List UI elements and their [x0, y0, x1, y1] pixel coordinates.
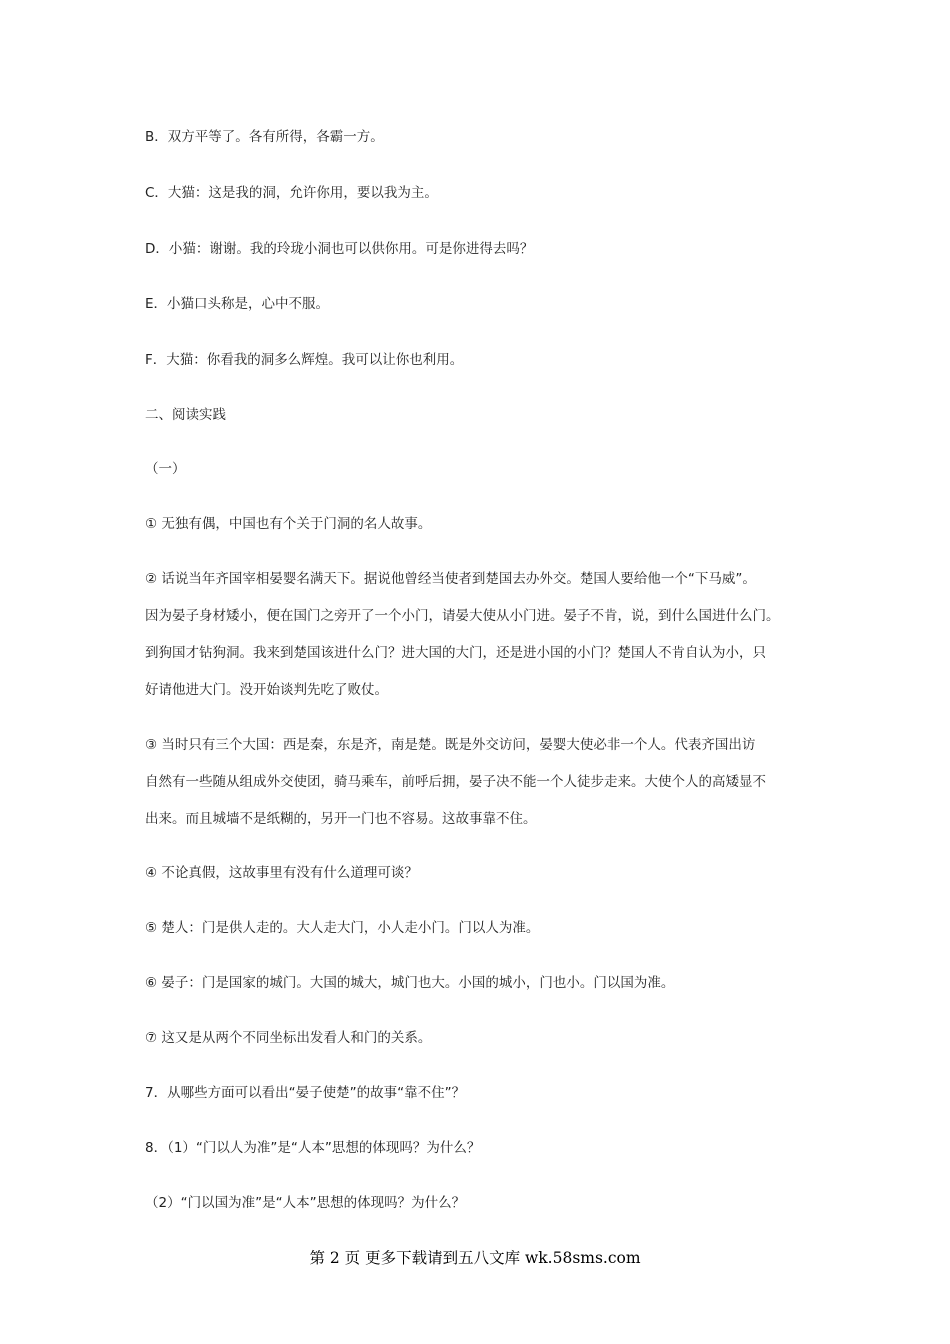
- paragraph-5: ⑤ 楚人：门是供人走的。大人走大门，小人走小门。门以人为准。: [145, 920, 540, 936]
- paragraph-2-line: 到狗国才钻狗洞。我来到楚国该进什么门？进大国的大门，还是进小国的小门？楚国人不肯自认为小，只: [145, 645, 766, 661]
- option-d: D．小猫：谢谢。我的玲珑小洞也可以供你用。可是你进得去吗？: [145, 241, 534, 257]
- paragraph-2-line: ② 话说当年齐国宰相晏婴名满天下。据说他曾经当使者到楚国去办外交。楚国人要给他一个“下马威”。: [145, 571, 756, 587]
- paragraph-7: ⑦ 这又是从两个不同坐标出发看人和门的关系。: [145, 1030, 432, 1046]
- question-8-part-2: （2）“门以国为准”是“人本”思想的体现吗？为什么？: [145, 1195, 466, 1211]
- page-footer: 第 2 页 更多下载请到五八文库 wk.58sms.com: [309, 1249, 641, 1267]
- paragraph-6: ⑥ 晏子：门是国家的城门。大国的城大，城门也大。小国的城小，门也小。门以国为准。: [145, 975, 675, 991]
- paragraph-2-line: 好请他进大门。没开始谈判先吃了败仗。: [145, 682, 388, 698]
- paragraph-3-line: ③ 当时只有三个大国：西是秦，东是齐，南是楚。既是外交访问，晏婴大使必非一个人。代表齐国出访: [145, 737, 756, 753]
- section-title: 二、阅读实践: [145, 407, 226, 423]
- question-8-part-1: 8．（1）“门以人为准”是“人本”思想的体现吗？为什么？: [145, 1140, 481, 1156]
- option-e: E．小猫口头称是，心中不服。: [145, 296, 330, 312]
- paragraph-3-line: 出来。而且城墙不是纸糊的，另开一门也不容易。这故事靠不住。: [145, 811, 537, 827]
- option-c: C．大猫：这是我的洞，允许你用，要以我为主。: [145, 185, 438, 201]
- paragraph-3-line: 自然有一些随从组成外交使团，骑马乘车，前呼后拥，晏子决不能一个人徒步走来。大使个人的高矮显不: [145, 774, 766, 790]
- paragraph-2-line: 因为晏子身材矮小，便在国门之旁开了一个小门，请晏大使从小门进。晏子不肯，说，到什么国进什么门。: [145, 608, 780, 624]
- question-7: 7．从哪些方面可以看出“晏子使楚”的故事“靠不住”？: [145, 1085, 466, 1101]
- subsection-label: （一）: [145, 461, 186, 477]
- paragraph-1: ① 无独有偶，中国也有个关于门洞的名人故事。: [145, 516, 432, 532]
- paragraph-4: ④ 不论真假，这故事里有没有什么道理可谈？: [145, 865, 418, 881]
- option-b: B．双方平等了。各有所得，各霸一方。: [145, 129, 384, 145]
- option-f: F．大猫：你看我的洞多么辉煌。我可以让你也利用。: [145, 352, 464, 368]
